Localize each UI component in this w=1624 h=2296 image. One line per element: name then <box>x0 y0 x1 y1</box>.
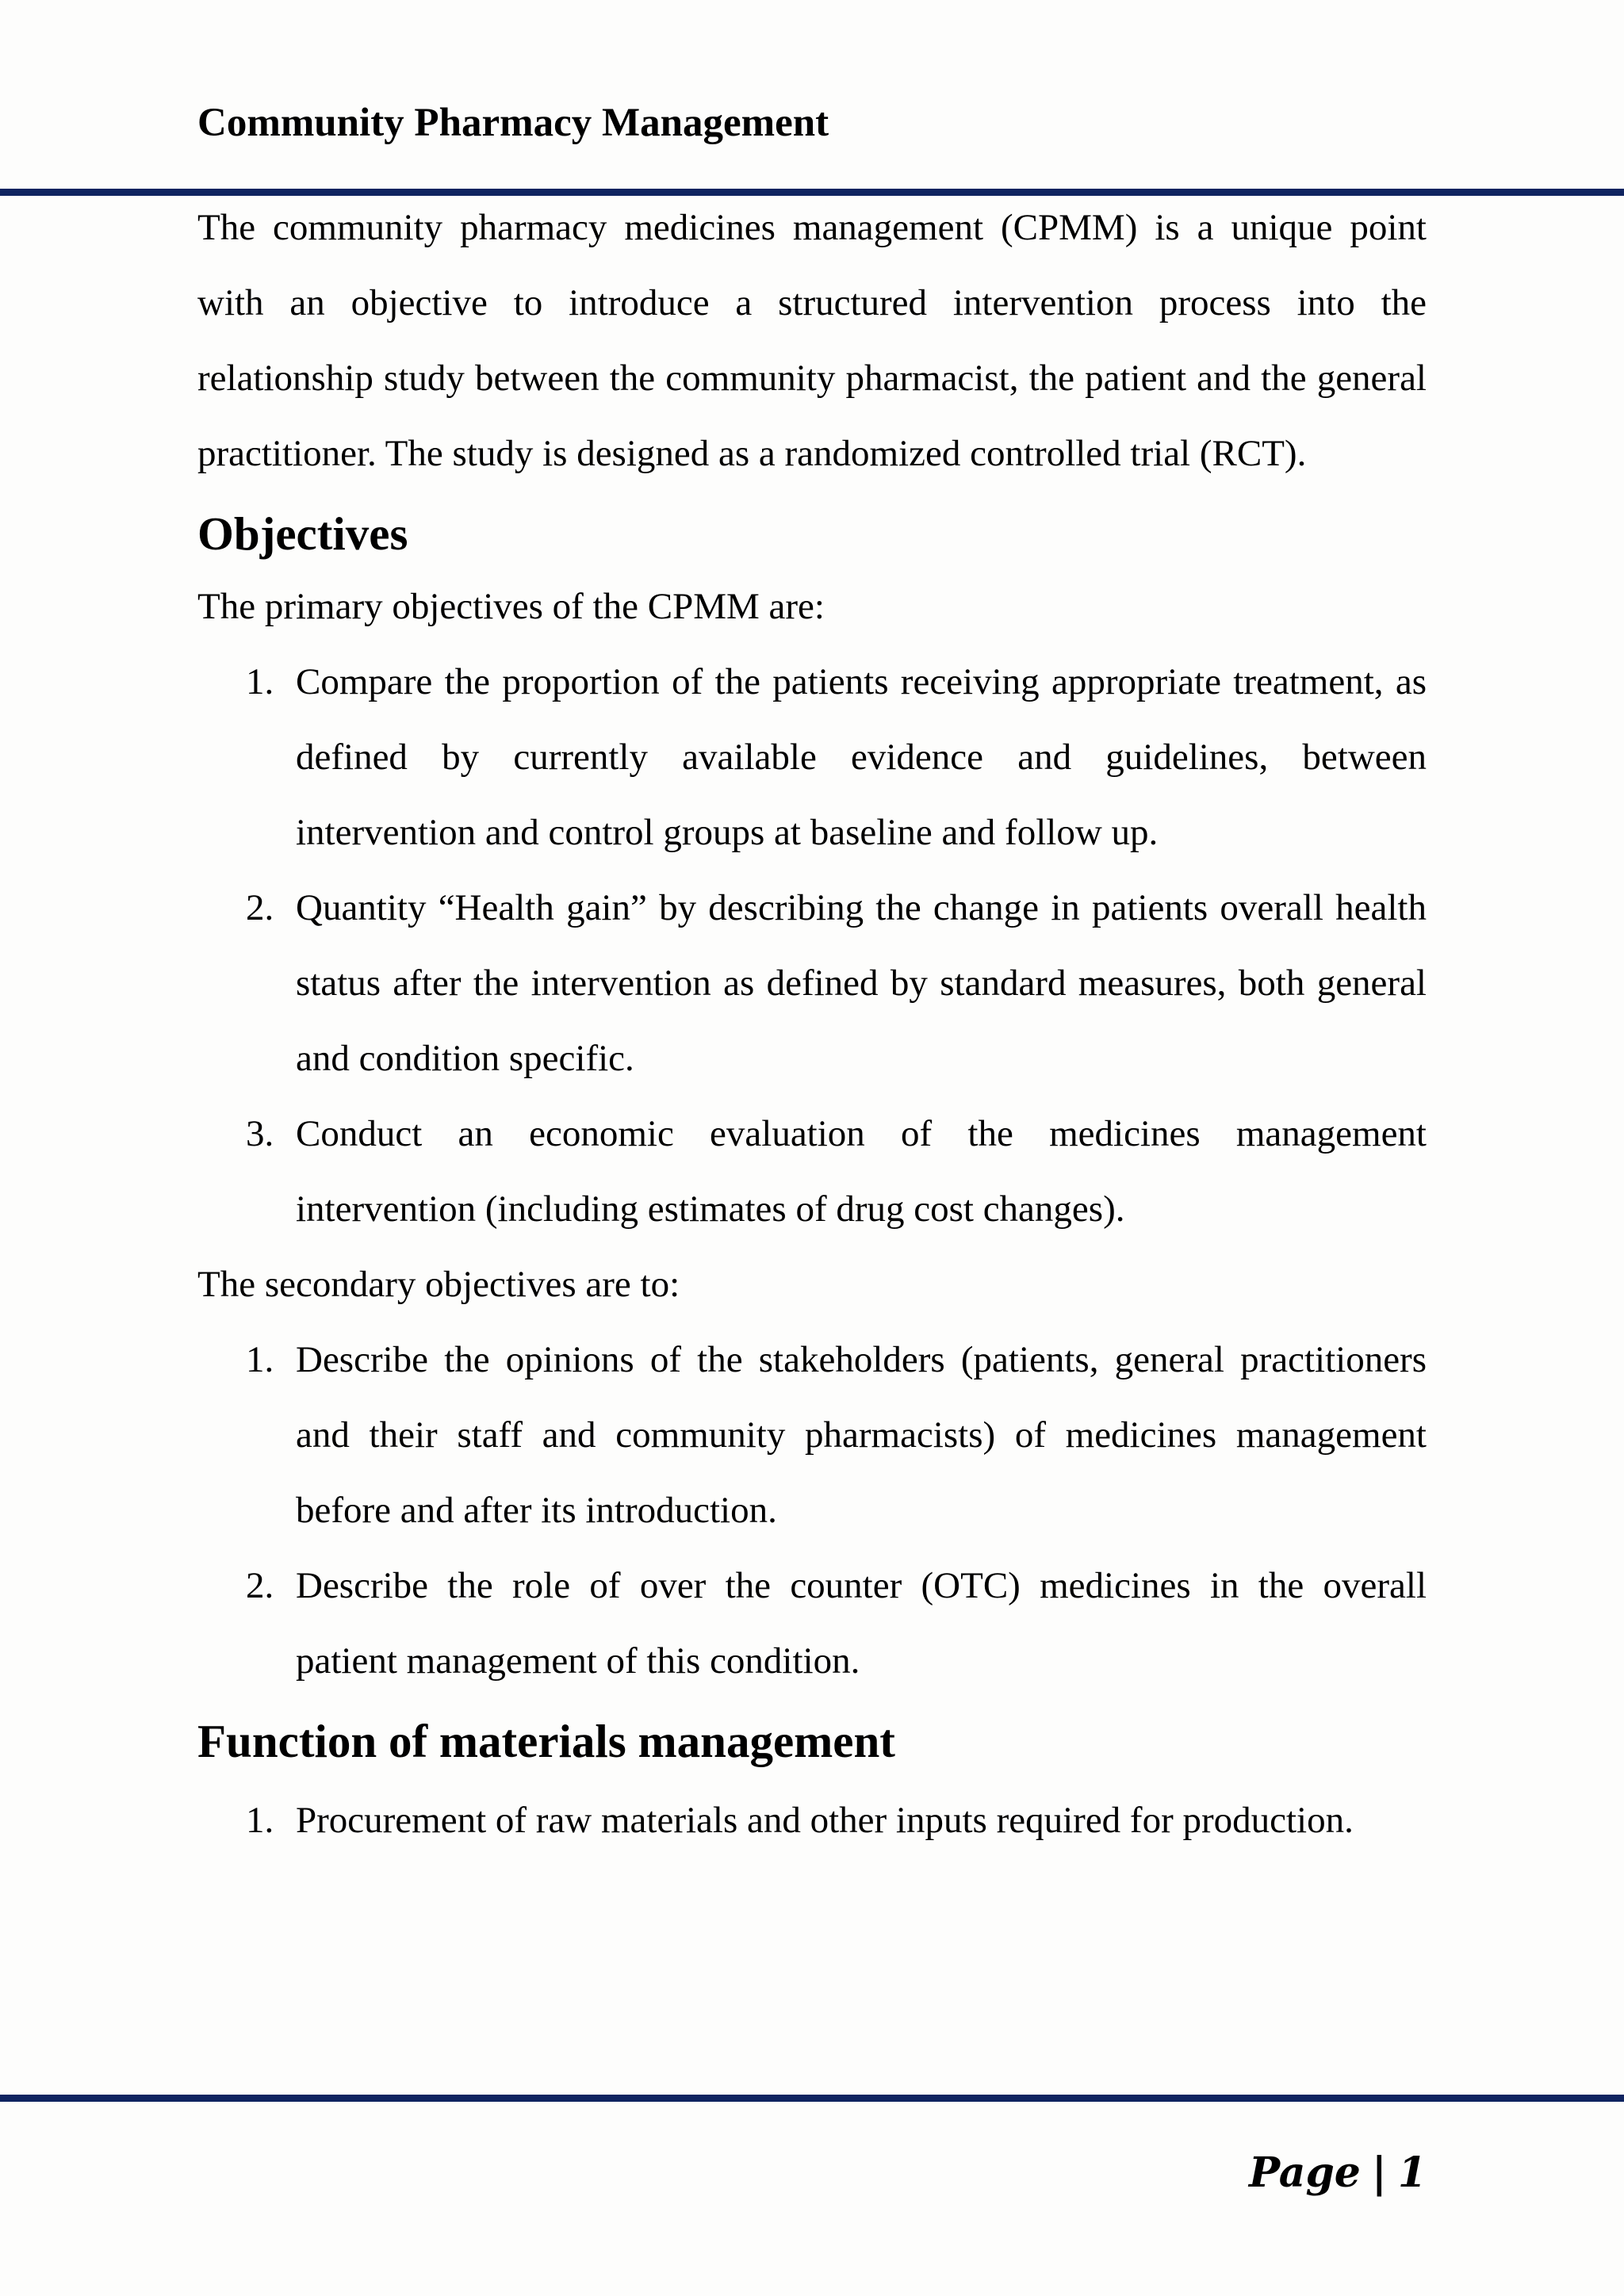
list-item-number: 2. <box>246 1565 274 1606</box>
list-item <box>197 871 1427 1096</box>
list-item <box>197 1548 1427 1699</box>
list-item <box>197 645 1427 871</box>
list-item-number: 1. <box>246 661 274 702</box>
list-item-text: Describe the role of over the counter (OTC) medicines in the overall patient management of this condition. <box>296 1565 1427 1682</box>
list-item-text: Procurement of raw materials and other inputs required for production. <box>296 1800 1354 1841</box>
list-item-number: 1. <box>246 1339 274 1380</box>
document-body <box>197 190 1427 1858</box>
page-number-footer <box>1249 2145 1427 2201</box>
list-item <box>197 1322 1427 1548</box>
objectives-heading: Objectives <box>197 507 408 560</box>
secondary-objectives-list <box>197 1322 1427 1699</box>
intro-paragraph: The community pharmacy medicines management (CPMM) is a unique point with an objective to introduce a structured intervention process into the relationship study between the community pharmacist, the patient and the general practitioner. The study is designed as a randomized controlled trial (RCT). <box>197 207 1427 474</box>
list-item-number: 2. <box>246 887 274 928</box>
primary-objectives-list <box>197 645 1427 1247</box>
page-number: 1 <box>1397 2149 1427 2197</box>
page-separator: | <box>1371 2149 1387 2197</box>
list-item <box>197 1783 1427 1858</box>
secondary-objectives-intro: The secondary objectives are to: <box>197 1264 680 1305</box>
list-item-text: Compare the proportion of the patients receiving appropriate treatment, as defined by currently available evidence and guidelines, between intervention and control groups at baseline and follow up. <box>296 661 1427 853</box>
list-item-text: Conduct an economic evaluation of the medicines management intervention (including estimates of drug cost changes). <box>296 1113 1427 1230</box>
materials-functions-list <box>197 1783 1427 1858</box>
page-header-title: Community Pharmacy Management <box>197 101 829 145</box>
list-item-number: 3. <box>246 1113 274 1154</box>
list-item-text: Quantity “Health gain” by describing the change in patients overall health status after the intervention as defined by standard measures, both general and condition specific. <box>296 887 1427 1079</box>
footer-divider <box>0 2095 1624 2102</box>
list-item <box>197 1096 1427 1247</box>
list-item-text: Describe the opinions of the stakeholders (patients, general practitioners and their staff and community pharmacists) of medicines management before and after its introduction. <box>296 1339 1427 1531</box>
primary-objectives-intro: The primary objectives of the CPMM are: <box>197 586 825 627</box>
list-item-number: 1. <box>246 1800 274 1841</box>
page-label: Page <box>1249 2149 1361 2197</box>
materials-management-heading: Function of materials management <box>197 1715 895 1767</box>
